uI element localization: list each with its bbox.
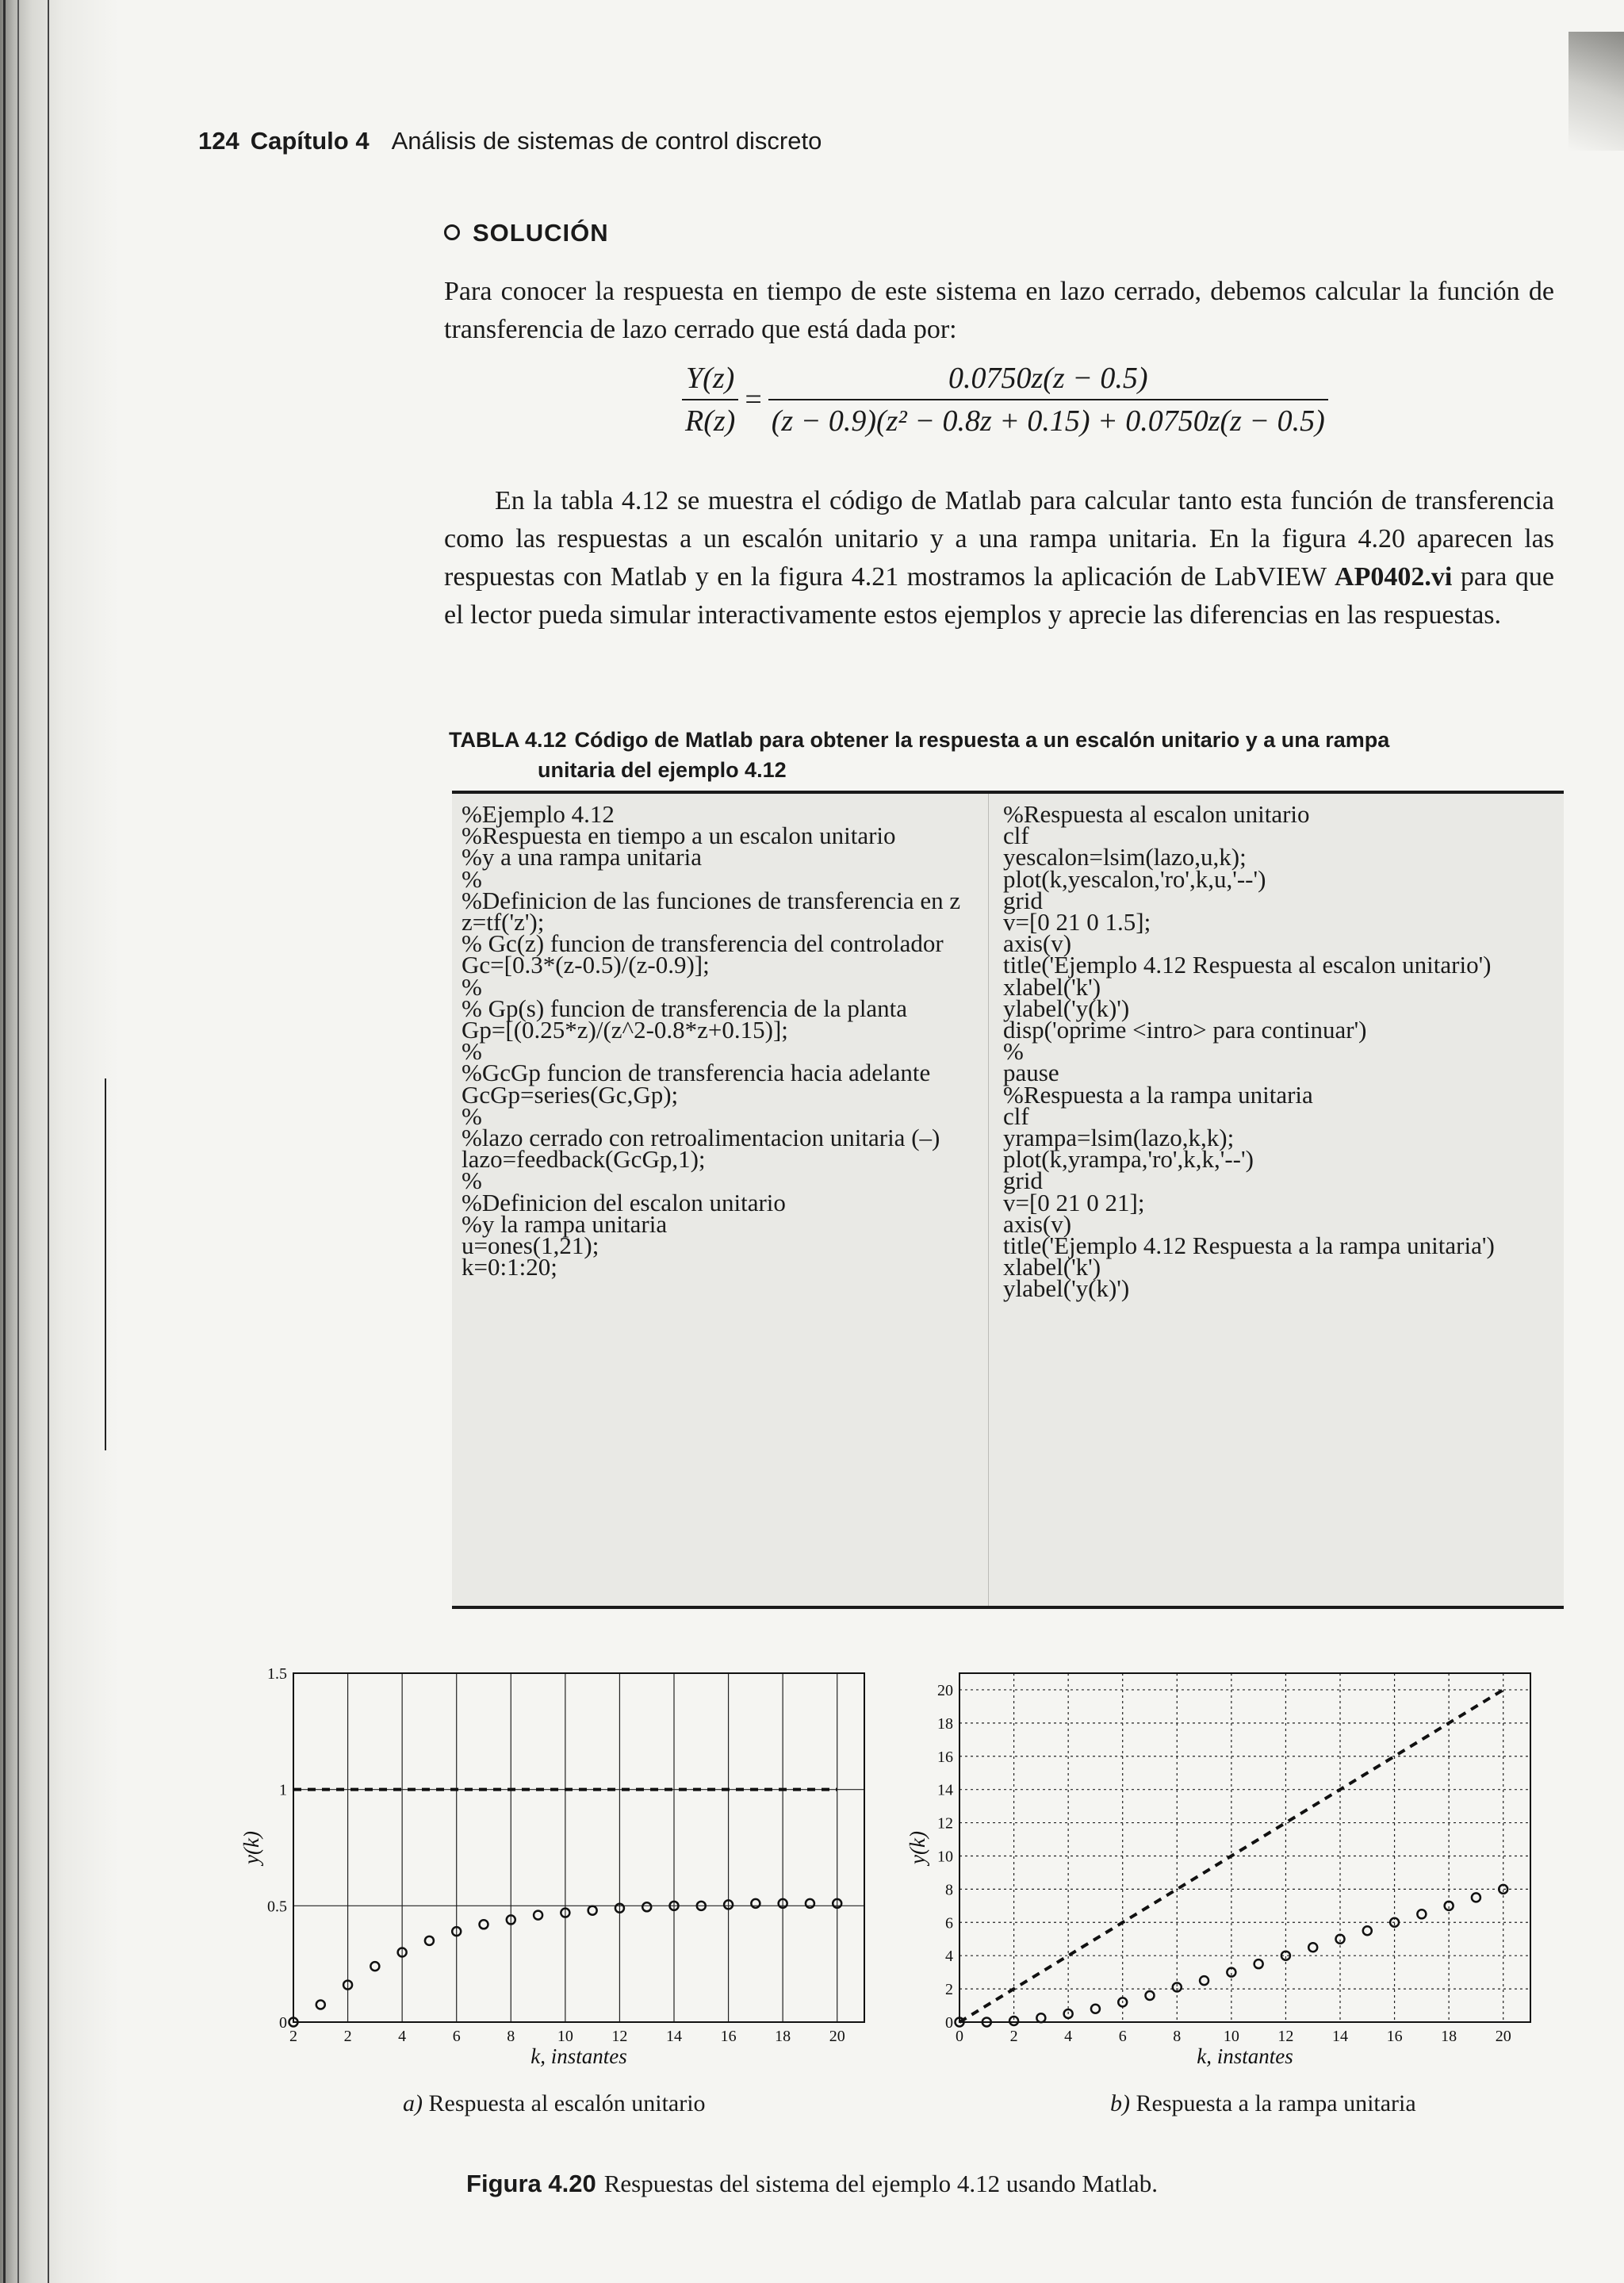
- data-point: [1200, 1976, 1208, 1985]
- data-point: [588, 1906, 597, 1915]
- x-tick-label: 2: [1009, 2028, 1018, 2045]
- code-column-left: [462, 800, 961, 1281]
- code-line: %Respuesta a la rampa unitaria: [1003, 1080, 1313, 1109]
- table-caption-line2: unitaria del ejemplo 4.12: [538, 758, 787, 782]
- code-line: % Gc(z) funcion de transferencia del controlador: [462, 929, 944, 958]
- y-tick-label: 14: [937, 1781, 953, 1799]
- scan-corner-shadow: [1568, 32, 1624, 151]
- chart-step-response-svg: [238, 1665, 888, 2093]
- x-tick-label: 18: [1441, 2028, 1457, 2045]
- figure-caption: [0, 2170, 1624, 2198]
- y-tick-label: 6: [945, 1914, 953, 1933]
- x-axis-label: k, instantes: [1197, 2044, 1293, 2068]
- data-point: [316, 2001, 325, 2009]
- code-line: k=0:1:20;: [462, 1253, 557, 1281]
- x-tick-label: 8: [507, 2028, 515, 2045]
- y-tick-label: 12: [937, 1814, 953, 1833]
- y-axis-label: y(k): [906, 1831, 929, 1864]
- chart-step-response: [238, 1665, 888, 2097]
- x-tick-label: 4: [1064, 2028, 1073, 2045]
- code-line: %GcGp funcion de transferencia hacia adelante: [462, 1059, 931, 1087]
- equation-lhs-den: R(z): [682, 399, 738, 439]
- x-tick-label: 6: [1118, 2028, 1127, 2045]
- x-tick-label: 12: [1277, 2028, 1294, 2045]
- x-tick-label: 6: [452, 2028, 461, 2045]
- table-label: TABLA 4.12: [449, 728, 567, 752]
- subcaption-a: [403, 2090, 706, 2117]
- code-line: %lazo cerrado con retroalimentacion unitaria (–): [462, 1124, 940, 1152]
- code-line: GcGp=series(Gc,Gp);: [462, 1080, 679, 1109]
- y-tick-label: 4: [945, 1948, 953, 1966]
- paragraph-2-text-b: para que el lector pueda simular interactivamente estos ejemplos y aprecie las diferencias en las respuestas.: [444, 562, 1554, 630]
- code-line: Gp=[(0.25*z)/(z^2-0.8*z+0.15)];: [462, 1016, 788, 1044]
- equation-rhs: [768, 361, 1328, 439]
- data-point: [1091, 2005, 1100, 2013]
- x-tick-label: 20: [829, 2028, 845, 2045]
- code-line: yrampa=lsim(lazo,k,k);: [1003, 1124, 1235, 1152]
- y-axis-label: y(k): [239, 1831, 263, 1864]
- code-line: disp('oprime <intro> para continuar'): [1003, 1016, 1367, 1044]
- paragraph-2-text-a: En la tabla 4.12 se muestra el código de Matlab para calcular tanto esta función de transferencia como las respuestas a un escalón unitario y a una rampa unitaria. En la figura 4.20 aparecen las respuestas con Matlab y en la figura 4.21 mostramos la aplicación de LabVIEW: [444, 486, 1554, 592]
- data-point: [1417, 1910, 1426, 1918]
- x-tick-label: 20: [1495, 2028, 1511, 2045]
- data-point: [370, 1962, 379, 1971]
- code-line: %: [462, 1166, 482, 1195]
- code-line: %Respuesta en tiempo a un escalon unitario: [462, 822, 896, 850]
- code-line: grid: [1003, 1166, 1043, 1195]
- code-line: v=[0 21 0 1.5];: [1003, 908, 1151, 937]
- y-tick-label: 18: [937, 1714, 953, 1733]
- scan-edge: [0, 0, 119, 2283]
- code-line: xlabel('k'): [1003, 972, 1101, 1001]
- solution-heading-text: SOLUCIÓN: [473, 219, 609, 247]
- code-line: z=tf('z');: [462, 908, 545, 937]
- code-line: %: [462, 972, 482, 1001]
- code-line: %: [1003, 1037, 1024, 1066]
- code-line: title('Ejemplo 4.12 Respuesta a la rampa unitaria'): [1003, 1232, 1495, 1260]
- data-point: [1036, 2013, 1045, 2022]
- y-tick-label: 1: [279, 1781, 287, 1799]
- code-line: axis(v): [1003, 1209, 1072, 1238]
- x-tick-label: 16: [720, 2028, 737, 2045]
- code-line: v=[0 21 0 21];: [1003, 1188, 1145, 1216]
- running-head: [198, 127, 822, 155]
- x-axis-label: k, instantes: [530, 2044, 627, 2068]
- code-line: %: [462, 1037, 482, 1066]
- code-line: % Gp(s) funcion de transferencia de la planta: [462, 994, 908, 1022]
- paragraph-1: Para conocer la respuesta en tiempo de este sistema en lazo cerrado, debemos calcular la función de transferencia de lazo cerrado que está dada por:: [444, 277, 1554, 344]
- labview-vi-name: AP0402.vi: [1335, 562, 1453, 592]
- y-tick-label: 16: [937, 1748, 953, 1766]
- equation-rhs-den: (z − 0.9)(z² − 0.8z + 0.15) + 0.0750z(z − 0.5): [768, 399, 1328, 439]
- data-point: [1472, 1893, 1480, 1902]
- x-tick-label: 2: [343, 2028, 352, 2045]
- data-point: [751, 1899, 760, 1908]
- subcaption-b-letter: b): [1110, 2090, 1130, 2116]
- y-tick-label: 0: [945, 2014, 953, 2032]
- data-point: [1254, 1959, 1263, 1968]
- data-point: [1363, 1926, 1372, 1935]
- code-line: xlabel('k'): [1003, 1253, 1101, 1281]
- code-line: u=ones(1,21);: [462, 1232, 599, 1260]
- data-point: [642, 1902, 651, 1911]
- code-line: %y la rampa unitaria: [462, 1209, 668, 1238]
- x-tick-label: 12: [611, 2028, 628, 2045]
- data-point: [534, 1911, 542, 1920]
- bullet-icon: [444, 224, 460, 240]
- x-tick-label: 14: [1332, 2028, 1348, 2045]
- x-tick-label: 14: [666, 2028, 682, 2045]
- subcaption-b: [1110, 2090, 1416, 2117]
- y-tick-label: 1.5: [267, 1665, 287, 1683]
- data-point: [480, 1920, 488, 1929]
- code-line: %y a una rampa unitaria: [462, 843, 702, 871]
- x-tick-label: 8: [1173, 2028, 1182, 2045]
- code-line: ylabel('y(k)'): [1003, 994, 1130, 1022]
- chapter-label: Capítulo 4: [250, 127, 370, 155]
- paragraph-2: [444, 482, 1554, 634]
- y-tick-label: 0: [279, 2014, 287, 2032]
- data-point: [1308, 1943, 1317, 1952]
- code-line: grid: [1003, 886, 1043, 914]
- code-line: clf: [1003, 1101, 1029, 1130]
- code-line: clf: [1003, 822, 1029, 850]
- table-caption: [449, 725, 1559, 785]
- subcaption-a-letter: a): [403, 2090, 423, 2116]
- code-line: plot(k,yrampa,'ro',k,k,'--'): [1003, 1145, 1254, 1174]
- code-line: %: [462, 1101, 482, 1130]
- x-tick-label: 16: [1386, 2028, 1403, 2045]
- column-divider: [988, 794, 989, 1606]
- y-tick-label: 0.5: [267, 1898, 287, 1916]
- code-column-right: [1003, 800, 1495, 1303]
- code-line: %Definicion de las funciones de transferencia en z: [462, 886, 961, 914]
- code-line: Gc=[0.3*(z-0.5)/(z-0.9)];: [462, 951, 710, 979]
- code-line: ylabel('y(k)'): [1003, 1274, 1130, 1303]
- matlab-code-table: [452, 791, 1564, 1609]
- subcaption-b-text: Respuesta a la rampa unitaria: [1136, 2090, 1416, 2116]
- code-line: %Respuesta al escalon unitario: [1003, 800, 1310, 828]
- x-tick-label: 10: [1223, 2028, 1239, 2045]
- y-tick-label: 10: [937, 1848, 953, 1866]
- y-tick-label: 8: [945, 1881, 953, 1899]
- x-tick-label: 10: [557, 2028, 573, 2045]
- code-line: plot(k,yescalon,'ro',k,u,'--'): [1003, 864, 1266, 893]
- code-line: %: [462, 864, 482, 893]
- figure-caption-text: Respuestas del sistema del ejemplo 4.12 usando Matlab.: [603, 2170, 1158, 2197]
- y-tick-label: 2: [945, 1981, 953, 1999]
- data-point: [806, 1899, 814, 1908]
- code-line: %Ejemplo 4.12: [462, 800, 615, 828]
- code-line: pause: [1003, 1059, 1059, 1087]
- chart-ramp-response-svg: [904, 1665, 1554, 2093]
- plot-frame: [293, 1673, 864, 2022]
- code-line: lazo=feedback(GcGp,1);: [462, 1145, 706, 1174]
- y-tick-label: 20: [937, 1681, 953, 1699]
- solution-heading: [444, 219, 609, 247]
- x-tick-label: 4: [398, 2028, 407, 2045]
- x-tick-label: 2: [289, 2028, 297, 2045]
- chapter-title: Análisis de sistemas de control discreto: [391, 127, 822, 155]
- code-line: %Definicion del escalon unitario: [462, 1188, 786, 1216]
- equals-sign: =: [745, 383, 762, 416]
- code-line: title('Ejemplo 4.12 Respuesta al escalon unitario'): [1003, 951, 1492, 979]
- equation-rhs-num: 0.0750z(z − 0.5): [948, 362, 1148, 395]
- code-line: axis(v): [1003, 929, 1072, 958]
- table-caption-line1: Código de Matlab para obtener la respuesta a un escalón unitario y a una rampa: [574, 728, 1390, 752]
- data-point: [425, 1936, 434, 1945]
- x-tick-label: 18: [775, 2028, 791, 2045]
- data-point: [1146, 1991, 1155, 2000]
- subcaption-a-text: Respuesta al escalón unitario: [428, 2090, 706, 2116]
- x-tick-label: 0: [956, 2028, 963, 2045]
- equation-lhs: [682, 361, 738, 439]
- code-line: yescalon=lsim(lazo,u,k);: [1003, 843, 1247, 871]
- figure-label: Figura 4.20: [466, 2170, 596, 2197]
- page-number: 124: [198, 127, 239, 155]
- chart-ramp-response: [904, 1665, 1554, 2097]
- equation-lhs-num: Y(z): [686, 362, 735, 395]
- transfer-function-equation: [682, 361, 1328, 439]
